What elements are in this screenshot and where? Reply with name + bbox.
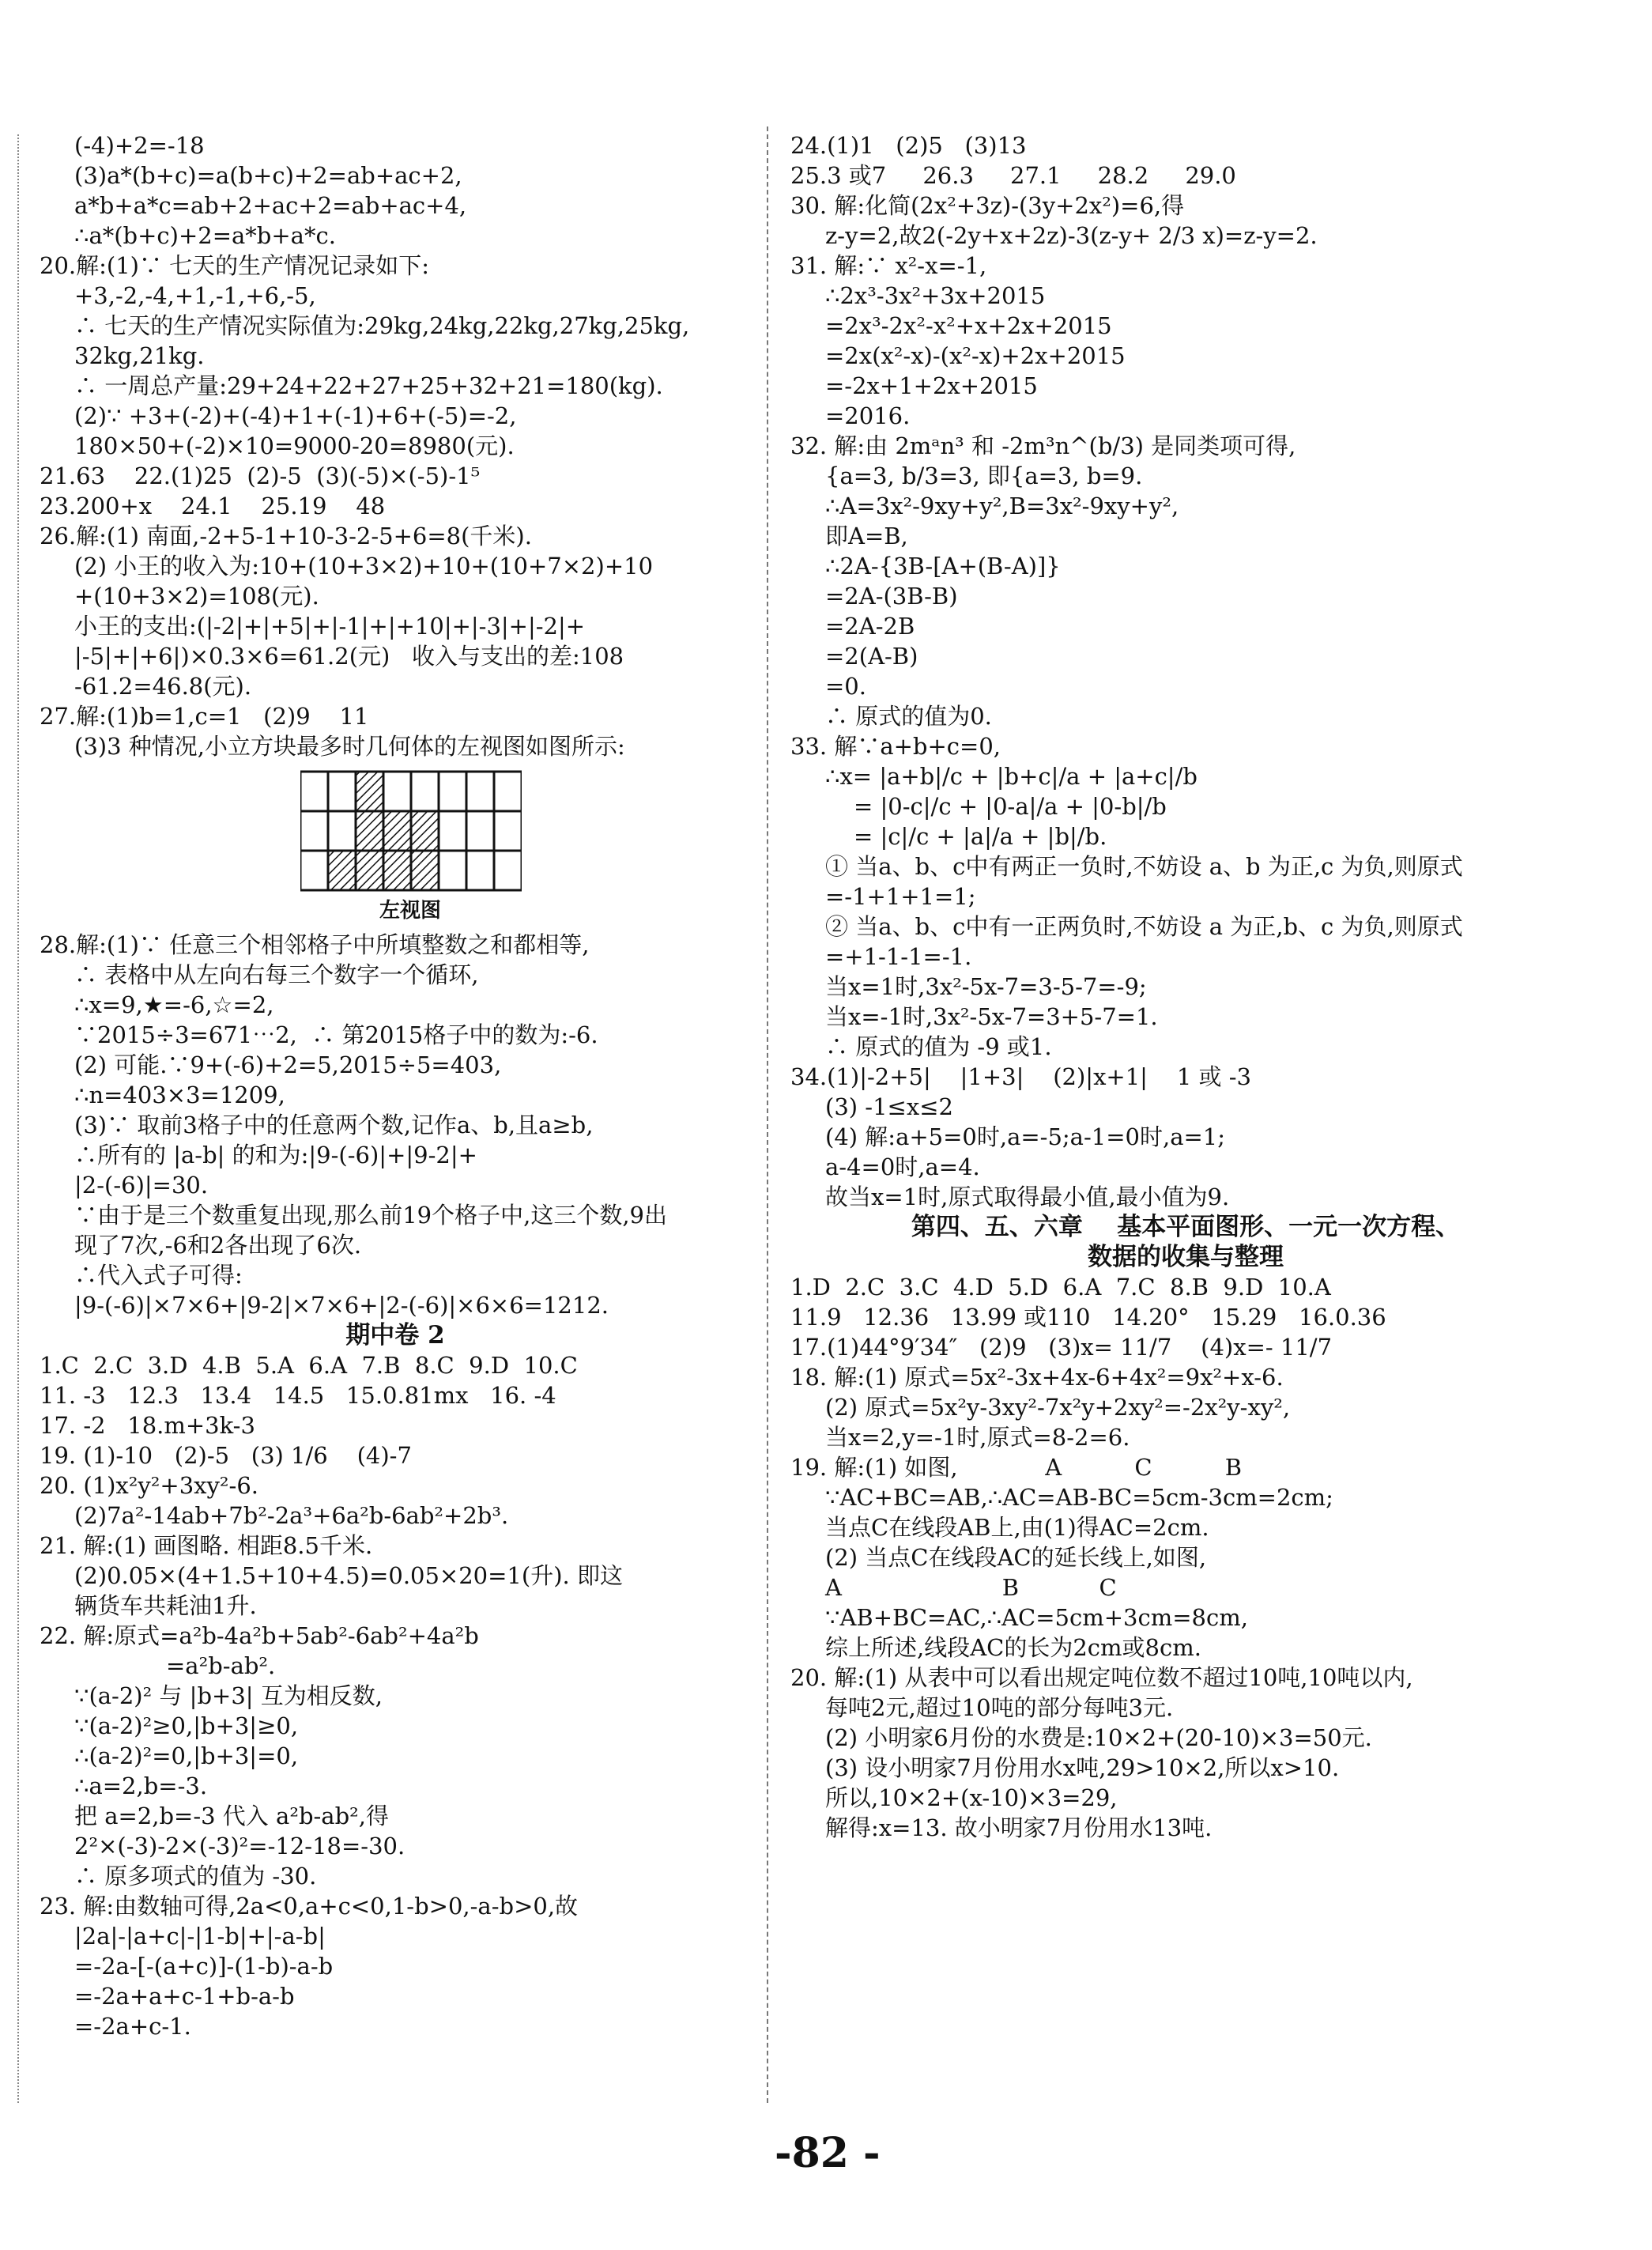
answer-line: 30. 解:化简(2x²+3z)-(3y+2x²)=6,得: [790, 192, 1185, 219]
answer-line: ∴ 七天的生产情况实际值为:29kg,24kg,22kg,27kg,25kg,: [74, 312, 690, 339]
answer-line: =a²b-ab².: [166, 1652, 276, 1679]
answer-line: 22. 解:原式=a²b-4a²b+5ab²-6ab²+4a²b: [40, 1622, 479, 1649]
answer-line: 19. (1)-10 (2)-5 (3) 1/6 (4)-7: [40, 1442, 412, 1469]
answer-line: 故当x=1时,原式取得最小值,最小值为9.: [825, 1184, 1230, 1210]
hatched-cell: [356, 772, 383, 811]
answer-line: 33. 解∵a+b+c=0,: [790, 733, 1001, 760]
answer-line: 即A=B,: [825, 523, 908, 549]
answer-line: |2a|-|a+c|-|1-b|+|-a-b|: [74, 1923, 326, 1950]
answer-line: 26.解:(1) 南面,-2+5-1+10-3-2-5+6=8(千米).: [40, 523, 532, 549]
answer-line: 180×50+(-2)×10=9000-20=8980(元).: [74, 432, 515, 459]
answer-line: -61.2=46.8(元).: [74, 673, 252, 700]
answer-line: ∵由于是三个数重复出现,那么前19个格子中,这三个数,9出: [74, 1202, 668, 1229]
answer-line: ∴ 原多项式的值为 -30.: [74, 1863, 317, 1889]
answer-line: ∴n=403×3=1209,: [74, 1082, 285, 1108]
answer-line: ∴ 原式的值为 -9 或1.: [825, 1033, 1052, 1060]
answer-line: 19. 解:(1) 如图, A C B: [790, 1454, 1243, 1481]
answer-line: (2)0.05×(4+1.5+10+4.5)=0.05×20=1(升). 即这: [74, 1562, 623, 1589]
answer-line: 2²×(-3)-2×(-3)²=-12-18=-30.: [74, 1833, 405, 1859]
answer-line: 18. 解:(1) 原式=5x²-3x+4x-6+4x²=9x²+x-6.: [790, 1364, 1284, 1391]
answer-line: (3)a*(b+c)=a(b+c)+2=ab+ac+2,: [74, 162, 462, 189]
answer-line: =+1-1-1=-1.: [825, 943, 972, 970]
answer-line: ∴ 原式的值为0.: [825, 703, 992, 730]
answer-line: 现了7次,-6和2各出现了6次.: [74, 1232, 362, 1259]
answer-line: z-y=2,故2(-2y+x+2z)-3(z-y+ 2/3 x)=z-y=2.: [825, 222, 1318, 249]
answer-line: ∴代入式子可得:: [74, 1262, 243, 1289]
answer-line: 所以,10×2+(x-10)×3=29,: [825, 1784, 1118, 1811]
section-heading: 第四、五、六章 基本平面图形、一元一次方程、: [911, 1213, 1461, 1241]
answer-line: 当点C在线段AB上,由(1)得AC=2cm.: [825, 1514, 1209, 1541]
answer-line: ∴ 表格中从左向右每三个数字一个循环,: [74, 961, 479, 988]
answer-line: 25.3 或7 26.3 27.1 28.2 29.0: [790, 162, 1236, 189]
page-number: -82 -: [775, 2129, 881, 2177]
answer-line: 27.解:(1)b=1,c=1 (2)9 11: [40, 703, 369, 730]
answer-line: =2A-2B: [825, 613, 915, 640]
answer-line: =2(A-B): [825, 643, 918, 670]
answer-line: 解得:x=13. 故小明家7月份用水13吨.: [825, 1814, 1213, 1841]
answer-line: a-4=0时,a=4.: [825, 1153, 980, 1180]
answer-line: a*b+a*c=ab+2+ac+2=ab+ac+4,: [74, 192, 467, 219]
answer-line: ∵AC+BC=AB,∴AC=AB-BC=5cm-3cm=2cm;: [825, 1484, 1333, 1511]
answer-line: (2)7a²-14ab+7b²-2a³+6a²b-6ab²+2b³.: [74, 1502, 509, 1529]
answer-line: (2) 当点C在线段AC的延长线上,如图,: [825, 1544, 1207, 1571]
hatched-cell: [383, 851, 411, 890]
answer-line: 把 a=2,b=-3 代入 a²b-ab²,得: [74, 1803, 389, 1829]
answer-line: =2x(x²-x)-(x²-x)+2x+2015: [825, 342, 1126, 369]
answer-line: ∴2A-{3B-[A+(B-A)]}: [825, 553, 1061, 579]
answer-line: 11. -3 12.3 13.4 14.5 15.0.81mx 16. -4: [40, 1382, 556, 1409]
answer-line: A B C: [825, 1574, 1117, 1601]
answer-line: ∴2x³-3x²+3x+2015: [825, 282, 1046, 309]
answer-line: =0.: [825, 673, 866, 700]
answer-line: 小王的支出:(|-2|+|+5|+|-1|+|+10|+|-3|+|-2|+: [74, 613, 586, 640]
figure-caption: 左视图: [379, 899, 442, 923]
left-answers-part1: [40, 130, 751, 761]
answer-line: =-2a+a+c-1+b-a-b: [74, 1983, 295, 2010]
answer-line: ∴x= |a+b|/c + |b+c|/a + |a+c|/b: [825, 763, 1198, 790]
answer-line: 21. 解:(1) 画图略. 相距8.5千米.: [40, 1532, 373, 1559]
answer-line: 20.解:(1)∵ 七天的生产情况记录如下:: [40, 252, 429, 279]
answer-line: ① 当a、b、c中有两正一负时,不妨设 a、b 为正,c 为负,则原式: [825, 853, 1463, 880]
answer-line: ∵(a-2)² 与 |b+3| 互为相反数,: [74, 1682, 383, 1709]
answer-line: (4) 解:a+5=0时,a=-5;a-1=0时,a=1;: [825, 1123, 1225, 1150]
column-divider: [767, 126, 768, 2103]
left-margin-rule: [17, 134, 19, 2103]
answer-line: 17.(1)44°9′34″ (2)9 (3)x= 11/7 (4)x=- 11/7: [790, 1334, 1333, 1361]
answer-line: ∴ 一周总产量:29+24+22+27+25+32+21=180(kg).: [74, 372, 663, 399]
answer-line: =2016.: [825, 402, 911, 429]
hatched-cell: [328, 851, 356, 890]
answer-line: (3) 设小明家7月份用水x吨,29>10×2,所以x>10.: [825, 1754, 1340, 1781]
right-column: [790, 130, 1581, 1843]
answer-line: |-5|+|+6|)×0.3×6=61.2(元) 收入与支出的差:108: [74, 643, 624, 670]
answer-line: 23.200+x 24.1 25.19 48: [40, 493, 386, 519]
answer-line: =-2x+1+2x+2015: [825, 372, 1038, 399]
answer-line: 31. 解:∵ x²-x=-1,: [790, 252, 987, 279]
answer-line: 当x=-1时,3x²-5x-7=3+5-7=1.: [825, 1003, 1158, 1030]
answer-line: = |c|/c + |a|/a + |b|/b.: [854, 823, 1107, 850]
answer-line: ∵(a-2)²≥0,|b+3|≥0,: [74, 1712, 299, 1739]
answer-line: (-4)+2=-18: [74, 132, 205, 159]
answer-line: (2) 小明家6月份的水费是:10×2+(20-10)×3=50元.: [825, 1724, 1372, 1751]
answer-line: {a=3, b/3=3, 即{a=3, b=9.: [825, 462, 1143, 489]
answer-line: 20. (1)x²y²+3xy²-6.: [40, 1472, 258, 1499]
answer-line: =2x³-2x²-x²+x+2x+2015: [825, 312, 1112, 339]
answer-line: 28.解:(1)∵ 任意三个相邻格子中所填整数之和都相等,: [40, 931, 590, 958]
hatched-cell: [356, 851, 383, 890]
answer-line: (3) -1≤x≤2: [825, 1093, 953, 1120]
section-heading: 数据的收集与整理: [1088, 1243, 1284, 1271]
right-answers: [790, 130, 1581, 1843]
answer-line: =2A-(3B-B): [825, 583, 958, 610]
section-heading: 期中卷 2: [345, 1321, 445, 1350]
answer-line: 17. -2 18.m+3k-3: [40, 1412, 255, 1439]
answer-line: =-2a-[-(a+c)]-(1-b)-a-b: [74, 1953, 334, 1980]
answer-line: 11.9 12.36 13.99 或110 14.20° 15.29 16.0.36: [790, 1304, 1386, 1331]
left-column: [40, 130, 751, 2041]
answer-line: +(10+3×2)=108(元).: [74, 583, 319, 610]
hatched-cell: [383, 811, 411, 851]
answer-line: (2) 小王的收入为:10+(10+3×2)+10+(10+7×2)+10: [74, 553, 654, 579]
answer-line: ∵2015÷3=671⋯2, ∴ 第2015格子中的数为:-6.: [74, 1021, 598, 1048]
answer-line: 当x=1时,3x²-5x-7=3-5-7=-9;: [825, 973, 1147, 1000]
answer-line: 24.(1)1 (2)5 (3)13: [790, 132, 1027, 159]
answer-line: = |0-c|/c + |0-a|/a + |0-b|/b: [854, 793, 1167, 820]
answer-line: 32. 解:由 2mᵃn³ 和 -2m³n^(b/3) 是同类项可得,: [790, 432, 1296, 459]
answer-line: |9-(-6)|×7×6+|9-2|×7×6+|2-(-6)|×6×6=1212.: [74, 1292, 609, 1319]
answer-line: =-2a+c-1.: [74, 2013, 191, 2040]
answer-line: (3)∵ 取前3格子中的任意两个数,记作a、b,且a≥b,: [74, 1112, 594, 1138]
answer-line: (2)∵ +3+(-2)+(-4)+1+(-1)+6+(-5)=-2,: [74, 402, 517, 429]
answer-line: 32kg,21kg.: [74, 342, 205, 369]
answer-line: 34.(1)|-2+5| |1+3| (2)|x+1| 1 或 -3: [790, 1063, 1251, 1090]
answer-line: (3)3 种情况,小立方块最多时几何体的左视图如图所示:: [74, 733, 625, 760]
answer-line: ∴A=3x²-9xy+y²,B=3x²-9xy+y²,: [825, 493, 1179, 519]
answer-line: 21.63 22.(1)25 (2)-5 (3)(-5)×(-5)-1⁵: [40, 462, 481, 489]
answer-line: ∴(a-2)²=0,|b+3|=0,: [74, 1742, 299, 1769]
answer-line: (2) 原式=5x²y-3xy²-7x²y+2xy²=-2x²y-xy²,: [825, 1394, 1291, 1421]
answer-line: 当x=2,y=-1时,原式=8-2=6.: [825, 1424, 1130, 1451]
answer-line: ∴a*(b+c)+2=a*b+a*c.: [74, 222, 336, 249]
answer-line: 综上所述,线段AC的长为2cm或8cm.: [825, 1634, 1201, 1661]
answer-line: |2-(-6)|=30.: [74, 1172, 209, 1199]
hatched-cell: [356, 811, 383, 851]
answer-line: 每吨2元,超过10吨的部分每吨3元.: [825, 1694, 1174, 1721]
answer-line: 1.C 2.C 3.D 4.B 5.A 6.A 7.B 8.C 9.D 10.C: [40, 1352, 578, 1379]
answer-line: ② 当a、b、c中有一正两负时,不妨设 a 为正,b、c 为负,则原式: [825, 913, 1463, 940]
answer-line: 辆货车共耗油1升.: [74, 1592, 257, 1619]
answer-line: ∴a=2,b=-3.: [74, 1772, 208, 1799]
hatched-cell: [411, 811, 439, 851]
answer-line: ∴所有的 |a-b| 的和为:|9-(-6)|+|9-2|+: [74, 1142, 477, 1168]
answer-line: 20. 解:(1) 从表中可以看出规定吨位数不超过10吨,10吨以内,: [790, 1664, 1413, 1691]
answer-line: ∴x=9,★=-6,☆=2,: [74, 991, 274, 1018]
answer-line: 23. 解:由数轴可得,2a<0,a+c<0,1-b>0,-a-b>0,故: [40, 1893, 579, 1920]
answer-line: 1.D 2.C 3.C 4.D 5.D 6.A 7.C 8.B 9.D 10.A: [790, 1274, 1331, 1301]
hatched-cell: [411, 851, 439, 890]
answer-line: +3,-2,-4,+1,-1,+6,-5,: [74, 282, 316, 309]
answer-line: ∵AB+BC=AC,∴AC=5cm+3cm=8cm,: [825, 1604, 1248, 1631]
left-view-grid: [300, 768, 522, 894]
left-answers-part2: [40, 930, 751, 2041]
answer-line: (2) 可能.∵9+(-6)+2=5,2015÷5=403,: [74, 1051, 502, 1078]
left-view-figure: [300, 768, 751, 923]
answer-line: =-1+1+1=1;: [825, 883, 976, 910]
